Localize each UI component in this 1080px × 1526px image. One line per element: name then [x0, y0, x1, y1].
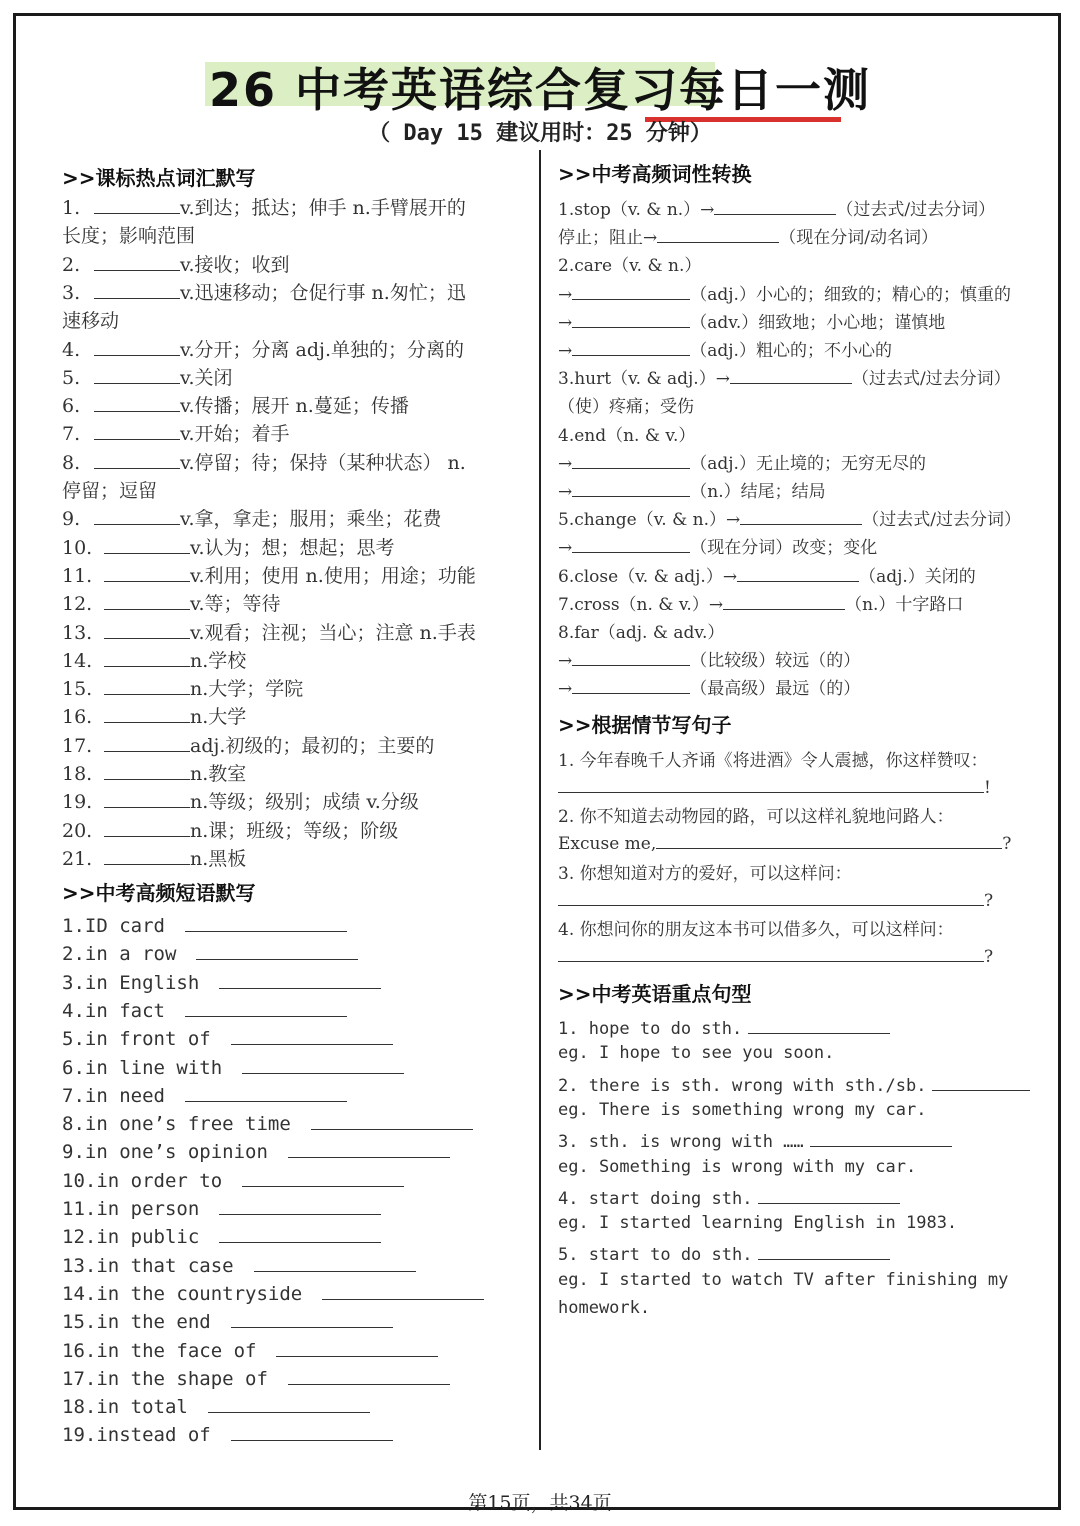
pos-item	[558, 505, 1021, 530]
vocab-item	[62, 816, 398, 843]
vocab-blank[interactable]	[104, 676, 190, 695]
phrase-text: 10.in order to	[62, 1169, 223, 1192]
pos-blank[interactable]	[572, 450, 690, 469]
vocab-number: 5.	[62, 366, 81, 389]
phrase-blank[interactable]	[196, 941, 358, 960]
phrase-text: 7.in need	[62, 1084, 165, 1107]
vocab-item	[62, 419, 290, 446]
pos-item	[558, 562, 976, 587]
pos-prefix: →	[558, 285, 573, 305]
sentence-blank[interactable]	[656, 830, 1002, 849]
pattern-text: 1. hope to do sth.	[558, 1019, 743, 1039]
pattern-text: eg. There is something wrong my car.	[558, 1099, 927, 1120]
phrase-text: 1.ID card	[62, 915, 165, 937]
phrase-text: 12.in public	[62, 1226, 200, 1249]
pos-prefix: 1.stop（v. & n.）→	[558, 200, 715, 220]
pattern-blank[interactable]	[758, 1241, 890, 1260]
pos-item	[558, 646, 860, 671]
pos-suffix: （过去式/过去分词）	[862, 510, 1021, 530]
vocab-item	[62, 391, 409, 418]
vocab-item	[62, 448, 466, 475]
vocab-heading: >>课标热点词汇默写	[62, 166, 256, 190]
vocab-number: 7.	[62, 423, 81, 446]
sentence-answer-line	[558, 943, 993, 967]
pattern-blank[interactable]	[748, 1015, 890, 1034]
vocab-blank[interactable]	[94, 450, 180, 469]
vocab-blank[interactable]	[94, 365, 180, 384]
vocab-number: 8.	[62, 451, 81, 474]
phrase-text: 4.in fact	[62, 999, 165, 1022]
vocab-blank[interactable]	[104, 818, 190, 837]
subtitle: （ Day 15 建议用时：25 分钟）	[368, 121, 712, 146]
vocab-blank[interactable]	[104, 648, 190, 667]
pos-suffix: （n.）十字路口	[845, 595, 964, 615]
vocab-definition: n.学校	[190, 649, 247, 672]
vocab-item	[62, 674, 303, 701]
pos-blank[interactable]	[572, 309, 690, 328]
phrase-text: 2.in a row	[62, 943, 177, 966]
pos-blank[interactable]	[572, 534, 690, 553]
vocab-blank[interactable]	[104, 591, 190, 610]
phrase-item	[62, 913, 347, 937]
phrase-text: 8.in one’s free time	[62, 1113, 291, 1136]
pos-blank[interactable]	[572, 281, 690, 300]
vocab-number: 13.	[62, 621, 93, 644]
pos-suffix: （最高级）最远（的）	[690, 679, 861, 699]
pos-suffix: （adj.）无止境的；无穷无尽的	[690, 454, 926, 474]
sentence-heading: >>根据情节写句子	[558, 713, 732, 737]
vocab-definition: 速移动	[62, 310, 120, 333]
vocab-number: 15.	[62, 678, 93, 701]
phrase-item	[62, 1139, 450, 1163]
phrase-blank[interactable]	[311, 1111, 473, 1130]
pos-item	[558, 280, 1011, 305]
pos-prefix: 8.far（adj. & adv.）	[558, 623, 725, 643]
pos-item	[558, 308, 945, 333]
pattern-item	[558, 1241, 890, 1265]
pos-suffix: （现在分词/动名词）	[779, 228, 938, 248]
vocab-item	[62, 335, 464, 362]
pos-prefix: →	[558, 679, 573, 699]
pattern-text: 5. start to do sth.	[558, 1245, 753, 1266]
pos-item	[558, 195, 995, 220]
pos-item	[558, 364, 1011, 389]
phrase-text: 13.in that case	[62, 1254, 234, 1277]
phrase-item	[62, 941, 358, 965]
pattern-item	[558, 1157, 916, 1177]
pattern-blank[interactable]	[810, 1128, 952, 1147]
sentence-end-mark: ?	[1002, 834, 1012, 854]
vocab-blank[interactable]	[94, 393, 180, 412]
vocab-definition: n.大学；学院	[190, 678, 304, 701]
vocab-definition: v.传播；展开 n.蔓延；传播	[180, 395, 409, 418]
phrase-item	[62, 1253, 416, 1277]
vocab-item	[62, 278, 466, 305]
pattern-text: eg. I started to watch TV after finishing my	[558, 1269, 1009, 1290]
vocab-number: 2.	[62, 253, 81, 276]
phrase-blank[interactable]	[242, 1168, 404, 1187]
phrase-item	[62, 998, 347, 1022]
vocab-number: 21.	[62, 847, 93, 870]
vocab-definition: n.等级；级别；成绩 v.分级	[190, 791, 419, 814]
phrase-item	[62, 1196, 381, 1220]
phrase-item	[62, 1338, 438, 1362]
pos-heading: >>中考高频词性转换	[558, 162, 752, 186]
pos-prefix: →	[558, 454, 573, 474]
pos-blank[interactable]	[572, 478, 690, 497]
pos-item	[558, 590, 963, 615]
phrase-item	[62, 970, 381, 994]
vocab-blank[interactable]	[104, 733, 190, 752]
phrase-item	[62, 1026, 393, 1050]
phrase-item	[62, 1083, 347, 1107]
pos-suffix: （n.）结尾；结局	[690, 482, 826, 502]
vocab-item	[62, 702, 246, 729]
pos-prefix: →	[558, 538, 573, 558]
phrase-blank[interactable]	[185, 998, 347, 1017]
pattern-item	[558, 1015, 890, 1039]
phrase-blank[interactable]	[322, 1281, 484, 1300]
vocab-number: 20.	[62, 819, 93, 842]
pos-suffix: （adj.）关闭的	[859, 567, 976, 587]
phrase-text: 19.instead of	[62, 1424, 211, 1447]
vocab-item	[62, 250, 290, 277]
vocab-item	[62, 193, 466, 220]
vocab-blank[interactable]	[94, 252, 180, 271]
pos-prefix: →	[558, 651, 573, 671]
pos-prefix: →	[558, 341, 573, 361]
vocab-blank[interactable]	[104, 563, 190, 582]
pos-suffix: （现在分词）改变；变化	[690, 538, 878, 558]
vocab-definition: v.认为；想；想起；思考	[190, 536, 395, 559]
phrase-item	[62, 1168, 404, 1192]
pos-item	[558, 251, 701, 276]
pos-blank[interactable]	[714, 196, 836, 215]
pos-suffix: （adj.）粗心的；不小心的	[690, 341, 892, 361]
phrase-text: 11.in person	[62, 1198, 200, 1220]
pos-prefix: →	[558, 313, 573, 333]
vocab-definition: v.拿，拿走；服用；乘坐；花费	[180, 508, 442, 531]
vocab-item	[62, 787, 419, 814]
vocab-definition: v.接收；收到	[180, 253, 290, 276]
pos-prefix: 4.end（n. & v.）	[558, 426, 696, 446]
phrase-text: 14.in the countryside	[62, 1282, 303, 1305]
phrase-item	[62, 1309, 393, 1333]
vocab-definition: v.观看；注视；当心；注意 n.手表	[190, 621, 476, 644]
phrase-blank[interactable]	[219, 970, 381, 989]
phrase-text: 16.in the face of	[62, 1339, 257, 1362]
phrase-text: 17.in the shape of	[62, 1367, 268, 1390]
sentence-blank[interactable]	[558, 887, 984, 906]
pos-prefix: 6.close（v. & adj.）→	[558, 567, 738, 587]
phrase-heading: >>中考高频短语默写	[62, 881, 256, 905]
vocab-definition: v.停留；待；保持（某种状态） n.	[180, 451, 466, 474]
pos-blank[interactable]	[572, 647, 690, 666]
vocab-item	[62, 504, 442, 531]
sentence-end-mark: ?	[984, 891, 994, 911]
pos-item	[558, 533, 877, 558]
sentence-question: 3. 你想知道对方的爱好，可以这样问：	[558, 864, 852, 884]
pattern-item	[558, 1100, 926, 1120]
pos-blank[interactable]	[740, 506, 862, 525]
pattern-text: 4. start doing sth.	[558, 1188, 753, 1209]
phrase-blank[interactable]	[231, 1422, 393, 1441]
vocab-item	[62, 363, 233, 390]
vocab-blank[interactable]	[104, 620, 190, 639]
phrase-item	[62, 1422, 393, 1446]
sentence-blank[interactable]	[558, 774, 984, 793]
sentence-answer-line	[558, 887, 993, 911]
pos-blank[interactable]	[657, 224, 779, 243]
vocab-blank[interactable]	[94, 280, 180, 299]
phrase-blank[interactable]	[185, 913, 347, 932]
phrase-text: 3.in English	[62, 971, 200, 994]
phrase-item	[62, 1111, 473, 1135]
pos-prefix: 5.change（v. & n.）→	[558, 510, 741, 530]
vocab-definition: v.开始；着手	[180, 423, 290, 446]
phrase-item	[62, 1281, 484, 1305]
sentence-blank[interactable]	[558, 943, 984, 962]
pos-item	[558, 449, 926, 474]
vocab-definition: v.分开；分离 adj.单独的；分离的	[180, 338, 464, 361]
phrase-text: 5.in front of	[62, 1028, 211, 1051]
vocab-number: 17.	[62, 734, 93, 757]
pattern-item	[558, 1072, 1030, 1096]
phrase-blank[interactable]	[242, 1055, 404, 1074]
pattern-text: eg. I started learning English in 1983.	[558, 1213, 958, 1234]
vocab-item	[62, 476, 157, 503]
phrase-text: 9.in one’s opinion	[62, 1141, 268, 1164]
vocab-blank[interactable]	[94, 506, 180, 525]
phrase-blank[interactable]	[219, 1224, 381, 1243]
sentence-end-mark: !	[984, 778, 991, 798]
vocab-item	[62, 731, 434, 758]
vocab-number: 12.	[62, 593, 93, 616]
pos-prefix: （使）疼痛；受伤	[558, 397, 694, 417]
vocab-definition: n.黑板	[190, 847, 247, 870]
vocab-item	[62, 618, 476, 645]
pattern-blank[interactable]	[758, 1185, 900, 1204]
phrase-blank[interactable]	[276, 1338, 438, 1357]
sentence-lead: Excuse me,	[558, 834, 657, 854]
vocab-item	[62, 221, 195, 248]
vocab-definition: v.到达；抵达；伸手 n.手臂展开的	[180, 197, 466, 219]
pos-blank[interactable]	[572, 675, 690, 694]
pos-blank[interactable]	[572, 337, 690, 356]
vocab-definition: adj.初级的；最初的；主要的	[190, 734, 435, 757]
pattern-text: homework.	[558, 1298, 651, 1318]
vocab-definition: 停留；逗留	[62, 480, 158, 502]
title-wrap	[0, 54, 1080, 120]
vocab-blank[interactable]	[104, 535, 190, 554]
vocab-number: 9.	[62, 508, 81, 531]
vocab-item	[62, 533, 395, 560]
pos-item	[558, 477, 826, 502]
sentence-end-mark: ?	[984, 947, 994, 967]
pattern-item	[558, 1185, 900, 1209]
pattern-heading: >>中考英语重点句型	[558, 982, 752, 1006]
pattern-item	[558, 1128, 952, 1152]
pos-prefix: →	[558, 482, 573, 502]
phrase-blank[interactable]	[231, 1309, 393, 1328]
pattern-blank[interactable]	[932, 1072, 1030, 1091]
vocab-item	[62, 646, 246, 673]
pos-suffix: （adj.）小心的；细致的；精心的；慎重的	[690, 285, 1011, 305]
vocab-number: 14.	[62, 649, 93, 672]
pos-prefix: 7.cross（n. & v.）→	[558, 595, 724, 615]
phrase-blank[interactable]	[185, 1083, 347, 1102]
vocab-item	[62, 306, 119, 333]
pos-suffix: （过去式/过去分词）	[836, 200, 996, 220]
sentence-question: 2. 你不知道去动物园的路，可以这样礼貌地问路人：	[558, 807, 954, 827]
pattern-text: eg. Something is wrong with my car.	[558, 1156, 917, 1177]
sentence-question: 1. 今年春晚千人齐诵《将进酒》令人震撼，你这样赞叹：	[558, 751, 988, 771]
phrase-blank[interactable]	[254, 1253, 416, 1272]
sentence-answer-line	[558, 830, 1011, 854]
phrase-blank[interactable]	[288, 1366, 450, 1385]
vocab-item	[62, 844, 246, 871]
sentence-answer-line	[558, 774, 991, 798]
vocab-blank[interactable]	[104, 761, 190, 780]
pattern-item	[558, 1213, 957, 1233]
vocab-definition: v.迅速移动；仓促行事 n.匆忙；迅	[180, 281, 466, 304]
page-title: 26 中考英语综合复习每日一测	[205, 54, 875, 120]
vocab-number: 18.	[62, 763, 93, 785]
vocab-number: 19.	[62, 791, 93, 814]
phrase-text: 6.in line with	[62, 1056, 223, 1079]
vocab-number: 3.	[62, 281, 81, 304]
vocab-definition: n.大学	[190, 706, 247, 729]
pos-item	[558, 618, 724, 643]
pattern-item	[558, 1298, 650, 1318]
vocab-item	[62, 561, 476, 588]
pattern-text: 3. sth. is wrong with ……	[558, 1132, 804, 1153]
phrase-item	[62, 1055, 404, 1079]
vocab-blank[interactable]	[104, 704, 190, 723]
vocab-definition: n.课；班级；等级；阶级	[190, 819, 399, 842]
vocab-item	[62, 589, 281, 616]
sentence-question: 4. 你想问你的朋友这本书可以借多久，可以这样问：	[558, 920, 954, 940]
vocab-definition: v.等；等待	[190, 593, 281, 616]
pos-prefix: 3.hurt（v. & adj.）→	[558, 369, 730, 389]
pos-prefix: 2.care（v. & n.）	[558, 256, 702, 276]
vocab-definition: v.关闭	[180, 366, 233, 389]
pos-item	[558, 336, 892, 361]
pattern-text: 2. there is sth. wrong with sth./sb.	[558, 1075, 927, 1096]
pos-prefix: 停止；阻止→	[558, 228, 658, 248]
vocab-number: 16.	[62, 706, 93, 729]
pos-item	[558, 223, 938, 248]
vocab-blank[interactable]	[94, 195, 180, 214]
column-divider	[539, 150, 541, 1450]
phrase-item	[62, 1224, 381, 1248]
vocab-definition: 长度；影响范围	[62, 225, 196, 248]
pos-suffix: （比较级）较远（的）	[690, 651, 861, 671]
pos-blank[interactable]	[730, 365, 852, 384]
vocab-blank[interactable]	[94, 421, 180, 440]
page-footer: 第15页，共34页	[468, 1492, 612, 1514]
vocab-number: 6.	[62, 395, 81, 418]
pos-item	[558, 392, 694, 417]
vocab-number: 4.	[62, 338, 81, 361]
pos-blank[interactable]	[737, 563, 859, 582]
pos-item	[558, 674, 860, 699]
vocab-blank[interactable]	[94, 337, 180, 356]
phrase-item	[62, 1394, 370, 1418]
vocab-item	[62, 759, 246, 786]
vocab-number: 10.	[62, 536, 93, 559]
pattern-text: eg. I hope to see you soon.	[558, 1043, 835, 1064]
vocab-blank[interactable]	[104, 846, 190, 865]
pos-item	[558, 421, 695, 446]
vocab-definition: v.利用；使用 n.使用；用途；功能	[190, 564, 476, 587]
pos-suffix: （过去式/过去分词）	[851, 369, 1011, 389]
pos-blank[interactable]	[723, 591, 845, 610]
pos-suffix: （adv.）细致地；小心地；谨慎地	[690, 313, 946, 333]
phrase-blank[interactable]	[288, 1139, 450, 1158]
vocab-number: 11.	[62, 564, 93, 587]
phrase-blank[interactable]	[219, 1196, 381, 1215]
vocab-blank[interactable]	[104, 789, 190, 808]
vocab-definition: n.教室	[190, 763, 247, 785]
phrase-blank[interactable]	[231, 1026, 393, 1045]
phrase-item	[62, 1366, 450, 1390]
pattern-item	[558, 1270, 1008, 1290]
pattern-item	[558, 1043, 834, 1063]
phrase-blank[interactable]	[208, 1394, 370, 1413]
phrase-text: 15.in the end	[62, 1311, 211, 1334]
vocab-number: 1.	[62, 197, 81, 219]
phrase-text: 18.in total	[62, 1396, 188, 1419]
